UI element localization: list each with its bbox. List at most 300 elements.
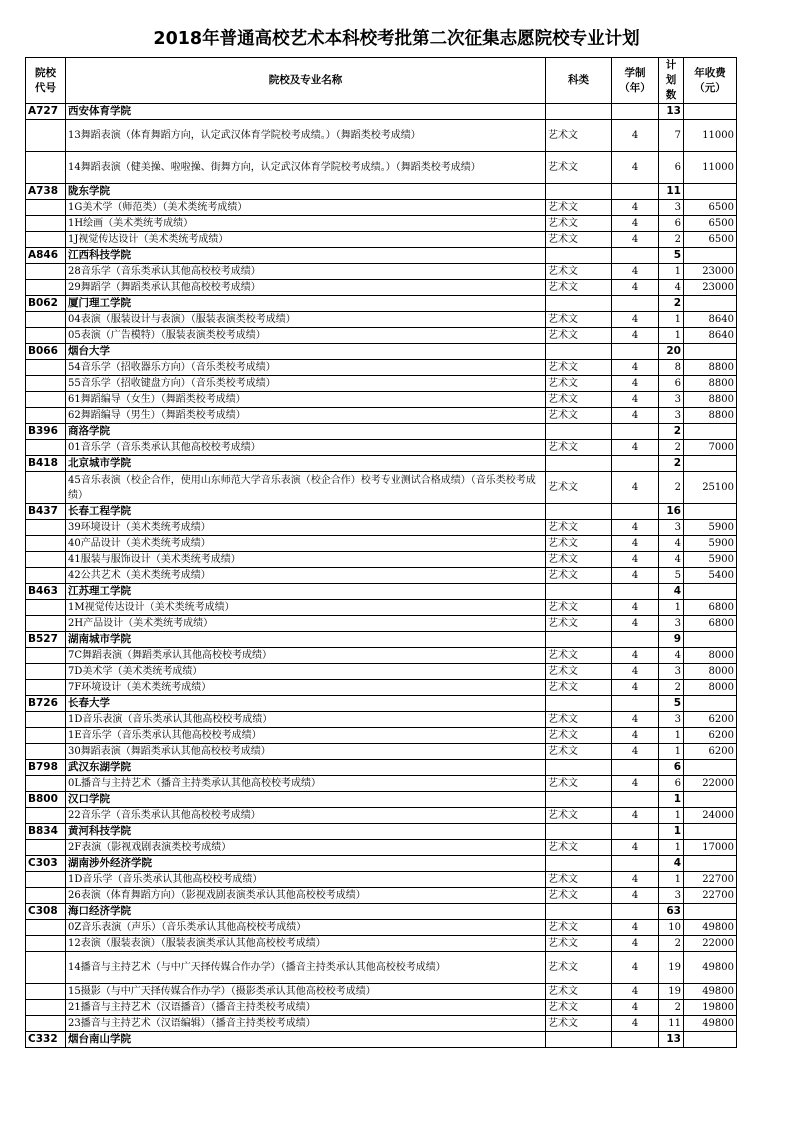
major-name: 1J视觉传达设计（美术类统考成绩） — [66, 232, 546, 248]
plan-table — [25, 57, 737, 1048]
major-category: 艺术文 — [546, 120, 612, 152]
school-duration — [612, 904, 659, 920]
school-duration — [612, 104, 659, 120]
major-code — [26, 664, 66, 680]
major-row — [26, 920, 737, 936]
school-name: 湖南城市学院 — [66, 632, 546, 648]
major-plan-count: 3 — [659, 392, 684, 408]
major-name: 1G美术学（师范类）（美术类统考成绩） — [66, 200, 546, 216]
major-fee: 19800 — [684, 1000, 737, 1016]
major-code — [26, 920, 66, 936]
school-fee — [684, 904, 737, 920]
school-plan-count: 1 — [659, 824, 684, 840]
major-plan-count: 3 — [659, 712, 684, 728]
school-row — [26, 504, 737, 520]
major-name: 30舞蹈表演（舞蹈类承认其他高校校考成绩） — [66, 744, 546, 760]
major-duration: 4 — [612, 360, 659, 376]
major-fee: 23000 — [684, 264, 737, 280]
major-fee: 49800 — [684, 952, 737, 984]
school-code: C332 — [26, 1032, 66, 1048]
major-name: 62舞蹈编导（男生）（舞蹈类校考成绩） — [66, 408, 546, 424]
major-category: 艺术文 — [546, 600, 612, 616]
school-name: 长春大学 — [66, 696, 546, 712]
school-duration — [612, 792, 659, 808]
school-fee — [684, 632, 737, 648]
school-category — [546, 248, 612, 264]
school-plan-count: 1 — [659, 792, 684, 808]
major-code — [26, 600, 66, 616]
major-code — [26, 1016, 66, 1032]
header-fee — [684, 58, 737, 104]
major-fee: 11000 — [684, 152, 737, 184]
major-row — [26, 1000, 737, 1016]
major-category: 艺术文 — [546, 776, 612, 792]
major-category: 艺术文 — [546, 984, 612, 1000]
major-duration: 4 — [612, 728, 659, 744]
major-plan-count: 19 — [659, 984, 684, 1000]
school-fee — [684, 760, 737, 776]
school-plan-count: 2 — [659, 456, 684, 472]
major-plan-count: 1 — [659, 264, 684, 280]
major-category: 艺术文 — [546, 232, 612, 248]
major-row — [26, 264, 737, 280]
school-row — [26, 248, 737, 264]
school-duration — [612, 504, 659, 520]
major-duration: 4 — [612, 120, 659, 152]
major-plan-count: 7 — [659, 120, 684, 152]
major-fee: 8800 — [684, 392, 737, 408]
major-name: 0L播音与主持艺术（播音主持类承认其他高校校考成绩） — [66, 776, 546, 792]
school-category — [546, 856, 612, 872]
school-fee — [684, 584, 737, 600]
school-row — [26, 904, 737, 920]
school-fee — [684, 1032, 737, 1048]
major-category: 艺术文 — [546, 360, 612, 376]
major-row — [26, 936, 737, 952]
school-duration — [612, 856, 659, 872]
major-category: 艺术文 — [546, 744, 612, 760]
major-duration: 4 — [612, 264, 659, 280]
major-duration: 4 — [612, 440, 659, 456]
major-row — [26, 312, 737, 328]
school-row — [26, 856, 737, 872]
major-code — [26, 936, 66, 952]
school-fee — [684, 824, 737, 840]
school-name: 烟台南山学院 — [66, 1032, 546, 1048]
school-fee — [684, 696, 737, 712]
major-row — [26, 952, 737, 984]
major-plan-count: 10 — [659, 920, 684, 936]
major-duration: 4 — [612, 680, 659, 696]
major-row — [26, 200, 737, 216]
major-duration: 4 — [612, 280, 659, 296]
major-duration: 4 — [612, 552, 659, 568]
major-row — [26, 440, 737, 456]
major-duration: 4 — [612, 520, 659, 536]
school-code: B463 — [26, 584, 66, 600]
major-fee: 8000 — [684, 680, 737, 696]
major-category: 艺术文 — [546, 616, 612, 632]
major-duration: 4 — [612, 568, 659, 584]
school-category — [546, 760, 612, 776]
major-duration: 4 — [612, 648, 659, 664]
major-category: 艺术文 — [546, 728, 612, 744]
major-fee: 5400 — [684, 568, 737, 584]
school-name: 北京城市学院 — [66, 456, 546, 472]
school-name: 陇东学院 — [66, 184, 546, 200]
school-category — [546, 632, 612, 648]
school-row — [26, 1032, 737, 1048]
major-row — [26, 776, 737, 792]
major-row — [26, 328, 737, 344]
major-category: 艺术文 — [546, 152, 612, 184]
major-row — [26, 840, 737, 856]
major-plan-count: 1 — [659, 872, 684, 888]
major-category: 艺术文 — [546, 328, 612, 344]
major-name: 21播音与主持艺术（汉语播音）（播音主持类校考成绩） — [66, 1000, 546, 1016]
major-duration: 4 — [612, 328, 659, 344]
header-count-line2: 数 — [665, 89, 677, 101]
header-fee-line1: 年收费 — [694, 66, 726, 79]
school-code: B437 — [26, 504, 66, 520]
school-plan-count: 2 — [659, 296, 684, 312]
major-duration: 4 — [612, 920, 659, 936]
major-name: 61舞蹈编导（女生）（舞蹈类校考成绩） — [66, 392, 546, 408]
major-fee: 8640 — [684, 312, 737, 328]
major-row — [26, 552, 737, 568]
major-category: 艺术文 — [546, 264, 612, 280]
major-row — [26, 984, 737, 1000]
major-code — [26, 408, 66, 424]
major-duration: 4 — [612, 200, 659, 216]
major-plan-count: 6 — [659, 152, 684, 184]
major-code — [26, 328, 66, 344]
major-plan-count: 2 — [659, 936, 684, 952]
school-fee — [684, 344, 737, 360]
school-code: C308 — [26, 904, 66, 920]
major-row — [26, 120, 737, 152]
major-duration: 4 — [612, 952, 659, 984]
major-plan-count: 2 — [659, 680, 684, 696]
major-plan-count: 6 — [659, 376, 684, 392]
header-duration-line1: 学制 — [624, 66, 646, 79]
major-category: 艺术文 — [546, 648, 612, 664]
school-row — [26, 632, 737, 648]
school-plan-count: 2 — [659, 424, 684, 440]
header-category: 科类 — [546, 58, 612, 104]
major-category: 艺术文 — [546, 376, 612, 392]
school-duration — [612, 824, 659, 840]
major-fee: 6200 — [684, 744, 737, 760]
major-code — [26, 872, 66, 888]
major-plan-count: 4 — [659, 280, 684, 296]
school-plan-count: 16 — [659, 504, 684, 520]
major-code — [26, 984, 66, 1000]
school-category — [546, 296, 612, 312]
school-name: 商洛学院 — [66, 424, 546, 440]
page-title: 2018年普通高校艺术本科校考批第二次征集志愿院校专业计划 — [153, 29, 640, 49]
school-name: 江西科技学院 — [66, 248, 546, 264]
school-plan-count: 4 — [659, 856, 684, 872]
major-category: 艺术文 — [546, 872, 612, 888]
school-code: A727 — [26, 104, 66, 120]
major-category: 艺术文 — [546, 312, 612, 328]
major-duration: 4 — [612, 312, 659, 328]
major-fee: 49800 — [684, 1016, 737, 1032]
major-name: 04表演（服装设计与表演）（服装表演类校考成绩） — [66, 312, 546, 328]
major-name: 54音乐学（招收器乐方向）（音乐类校考成绩） — [66, 360, 546, 376]
school-plan-count: 6 — [659, 760, 684, 776]
major-row — [26, 616, 737, 632]
major-row — [26, 888, 737, 904]
school-category — [546, 344, 612, 360]
major-name: 55音乐学（招收键盘方向）（音乐类校考成绩） — [66, 376, 546, 392]
major-code — [26, 520, 66, 536]
major-category: 艺术文 — [546, 440, 612, 456]
major-fee: 6800 — [684, 600, 737, 616]
major-code — [26, 552, 66, 568]
major-code — [26, 648, 66, 664]
school-fee — [684, 456, 737, 472]
school-fee — [684, 248, 737, 264]
major-code — [26, 200, 66, 216]
school-plan-count: 5 — [659, 248, 684, 264]
major-fee: 8000 — [684, 648, 737, 664]
school-code: B834 — [26, 824, 66, 840]
major-plan-count: 3 — [659, 664, 684, 680]
school-duration — [612, 760, 659, 776]
major-plan-count: 2 — [659, 232, 684, 248]
major-fee: 5900 — [684, 552, 737, 568]
school-category — [546, 904, 612, 920]
major-code — [26, 808, 66, 824]
major-name: 7F环境设计（美术类统考成绩） — [66, 680, 546, 696]
major-name: 39环境设计（美术类统考成绩） — [66, 520, 546, 536]
major-code — [26, 728, 66, 744]
major-fee: 7000 — [684, 440, 737, 456]
major-category: 艺术文 — [546, 920, 612, 936]
major-plan-count: 3 — [659, 200, 684, 216]
major-row — [26, 408, 737, 424]
school-name: 西安体育学院 — [66, 104, 546, 120]
school-duration — [612, 696, 659, 712]
major-row — [26, 520, 737, 536]
major-category: 艺术文 — [546, 680, 612, 696]
school-fee — [684, 184, 737, 200]
major-fee: 17000 — [684, 840, 737, 856]
major-category: 艺术文 — [546, 280, 612, 296]
major-duration: 4 — [612, 392, 659, 408]
major-category: 艺术文 — [546, 888, 612, 904]
major-plan-count: 1 — [659, 840, 684, 856]
school-category — [546, 824, 612, 840]
major-code — [26, 680, 66, 696]
major-fee: 22000 — [684, 776, 737, 792]
major-name: 1E音乐学（音乐类承认其他高校校考成绩） — [66, 728, 546, 744]
major-fee: 8000 — [684, 664, 737, 680]
major-code — [26, 776, 66, 792]
major-row — [26, 728, 737, 744]
major-fee: 49800 — [684, 920, 737, 936]
school-duration — [612, 424, 659, 440]
major-category: 艺术文 — [546, 664, 612, 680]
major-duration: 4 — [612, 840, 659, 856]
major-plan-count: 11 — [659, 1016, 684, 1032]
school-duration — [612, 296, 659, 312]
major-duration: 4 — [612, 888, 659, 904]
major-name: 41服装与服饰设计（美术类统考成绩） — [66, 552, 546, 568]
major-plan-count: 1 — [659, 328, 684, 344]
school-name: 江苏理工学院 — [66, 584, 546, 600]
major-fee: 6200 — [684, 712, 737, 728]
major-duration: 4 — [612, 232, 659, 248]
major-category: 艺术文 — [546, 200, 612, 216]
major-row — [26, 232, 737, 248]
major-category: 艺术文 — [546, 520, 612, 536]
school-code: B062 — [26, 296, 66, 312]
major-duration: 4 — [612, 600, 659, 616]
major-duration: 4 — [612, 472, 659, 504]
major-fee: 5900 — [684, 520, 737, 536]
major-row — [26, 872, 737, 888]
school-fee — [684, 504, 737, 520]
major-code — [26, 216, 66, 232]
school-fee — [684, 792, 737, 808]
major-plan-count: 1 — [659, 312, 684, 328]
school-fee — [684, 104, 737, 120]
major-name: 28音乐学（音乐类承认其他高校校考成绩） — [66, 264, 546, 280]
major-code — [26, 232, 66, 248]
major-category: 艺术文 — [546, 840, 612, 856]
major-name: 22音乐学（音乐类承认其他高校校考成绩） — [66, 808, 546, 824]
major-fee: 11000 — [684, 120, 737, 152]
major-name: 29舞蹈学（舞蹈类承认其他高校校考成绩） — [66, 280, 546, 296]
major-code — [26, 744, 66, 760]
major-name: 45音乐表演（校企合作，使用山东师范大学音乐表演（校企合作）校考专业测试合格成绩）（音乐类校考成绩） — [66, 472, 546, 504]
school-code: B396 — [26, 424, 66, 440]
major-code — [26, 1000, 66, 1016]
school-duration — [612, 184, 659, 200]
header-count-line1: 计划 — [665, 59, 677, 86]
school-row — [26, 760, 737, 776]
school-plan-count: 9 — [659, 632, 684, 648]
major-plan-count: 1 — [659, 744, 684, 760]
school-duration — [612, 1032, 659, 1048]
school-row — [26, 696, 737, 712]
major-category: 艺术文 — [546, 936, 612, 952]
major-row — [26, 744, 737, 760]
major-category: 艺术文 — [546, 808, 612, 824]
major-plan-count: 4 — [659, 536, 684, 552]
major-category: 艺术文 — [546, 392, 612, 408]
school-name: 长春工程学院 — [66, 504, 546, 520]
major-name: 01音乐学（音乐类承认其他高校校考成绩） — [66, 440, 546, 456]
school-code: A846 — [26, 248, 66, 264]
major-name: 1M视觉传达设计（美术类统考成绩） — [66, 600, 546, 616]
major-duration: 4 — [612, 536, 659, 552]
major-row — [26, 648, 737, 664]
header-code — [26, 58, 66, 104]
major-name: 42公共艺术（美术类统考成绩） — [66, 568, 546, 584]
school-plan-count: 63 — [659, 904, 684, 920]
major-row — [26, 568, 737, 584]
major-code — [26, 888, 66, 904]
major-name: 40产品设计（美术类统考成绩） — [66, 536, 546, 552]
header-fee-line2: （元） — [694, 81, 726, 94]
major-category: 艺术文 — [546, 1016, 612, 1032]
major-plan-count: 3 — [659, 888, 684, 904]
major-plan-count: 8 — [659, 360, 684, 376]
major-code — [26, 280, 66, 296]
header-row — [26, 58, 737, 104]
school-category — [546, 792, 612, 808]
school-row — [26, 344, 737, 360]
major-duration: 4 — [612, 216, 659, 232]
major-name: 15摄影（与中广天择传媒合作办学）（摄影类承认其他高校校考成绩） — [66, 984, 546, 1000]
school-code: B800 — [26, 792, 66, 808]
major-code — [26, 568, 66, 584]
major-fee: 25100 — [684, 472, 737, 504]
school-fee — [684, 424, 737, 440]
major-code — [26, 952, 66, 984]
school-duration — [612, 456, 659, 472]
major-row — [26, 472, 737, 504]
plan-table-body — [26, 104, 737, 1048]
major-name: 13舞蹈表演（体育舞蹈方向，认定武汉体育学院校考成绩。）（舞蹈类校考成绩） — [66, 120, 546, 152]
school-row — [26, 296, 737, 312]
major-name: 2F表演（影视戏剧表演类校考成绩） — [66, 840, 546, 856]
major-plan-count: 1 — [659, 808, 684, 824]
major-plan-count: 1 — [659, 728, 684, 744]
header-code-line2: 代号 — [35, 81, 56, 94]
header-duration — [612, 58, 659, 104]
major-fee: 8640 — [684, 328, 737, 344]
school-category — [546, 104, 612, 120]
header-duration-line2: （年） — [619, 81, 651, 94]
major-fee: 6200 — [684, 728, 737, 744]
school-code: C303 — [26, 856, 66, 872]
major-fee: 22700 — [684, 872, 737, 888]
major-row — [26, 376, 737, 392]
major-duration: 4 — [612, 1000, 659, 1016]
major-row — [26, 808, 737, 824]
major-fee: 5900 — [684, 536, 737, 552]
school-fee — [684, 856, 737, 872]
major-plan-count: 1 — [659, 600, 684, 616]
major-code — [26, 312, 66, 328]
major-fee: 6500 — [684, 232, 737, 248]
major-name: 2H产品设计（美术类统考成绩） — [66, 616, 546, 632]
major-duration: 4 — [612, 712, 659, 728]
school-code: B418 — [26, 456, 66, 472]
major-plan-count: 19 — [659, 952, 684, 984]
school-row — [26, 824, 737, 840]
major-fee: 23000 — [684, 280, 737, 296]
major-duration: 4 — [612, 936, 659, 952]
major-category: 艺术文 — [546, 552, 612, 568]
major-category: 艺术文 — [546, 472, 612, 504]
major-plan-count: 6 — [659, 216, 684, 232]
major-code — [26, 712, 66, 728]
major-duration: 4 — [612, 872, 659, 888]
major-row — [26, 280, 737, 296]
major-category: 艺术文 — [546, 536, 612, 552]
major-row — [26, 360, 737, 376]
major-category: 艺术文 — [546, 408, 612, 424]
major-fee: 6800 — [684, 616, 737, 632]
school-category — [546, 424, 612, 440]
major-fee: 8800 — [684, 408, 737, 424]
